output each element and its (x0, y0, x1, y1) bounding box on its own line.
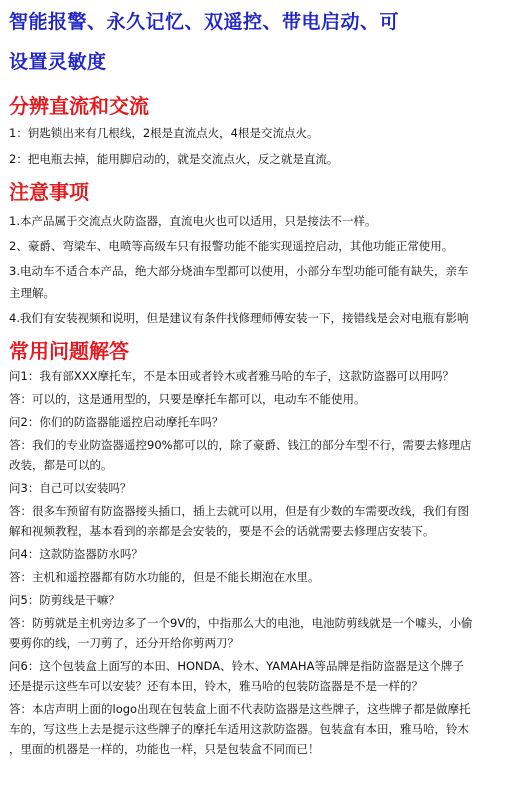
faq-answer-continued: 改装，都是可以的。 (9, 458, 113, 472)
faq-question: 问6：这个包装盒上面写的本田、HONDA、铃木、YAMAHA等品牌是指防盗器是这个牌子 (9, 659, 464, 673)
faq-answer: 答：主机和遥控器都有防水功能的，但是不能长期泡在水里。 (9, 570, 320, 584)
notes-list (9, 212, 506, 327)
faq-answer: 答：很多车预留有防盗器接头插口，插上去就可以用，但是有少数的车需要改线，我们有图 (9, 504, 469, 518)
notes-item-continued: 主理解。 (9, 286, 55, 300)
dc-ac-item: 2：把电瓶去掉，能用脚启动的，就是交流点火，反之就是直流。 (9, 152, 339, 166)
dc-ac-list (9, 124, 506, 168)
faq-answer: 答：可以的，这是通用型的，只要是摩托车都可以，电动车不能使用。 (9, 392, 366, 406)
faq-answer: 答：我们的专业防盗器遥控90%都可以的，除了豪爵、钱江的部分车型不行，需要去修理店 (9, 438, 472, 452)
faq-question: 问2：你们的防盗器能遥控启动摩托车吗？ (9, 415, 224, 429)
feature-title-line-2: 设置灵敏度 (9, 51, 107, 73)
faq-question-continued: 还是提示这些车可以安装？还有本田，铃木，雅马哈的包装防盗器是不是一样的？ (9, 679, 423, 693)
notes-item: 3.电动车不适合本产品，绝大部分烧油车型都可以使用，小部分车型功能可能有缺失，亲车 (9, 264, 469, 278)
faq-list (9, 367, 506, 758)
dc-ac-item: 1：钥匙锁出来有几根线，2根是直流点火，4根是交流点火。 (9, 126, 319, 140)
feature-title-line-1: 智能报警、永久记忆、双遥控、带电启动、可 (9, 11, 400, 33)
faq-answer-continued: 解和视频教程，基本看到的亲都是会安装的，要是不会的话就需要去修理店安装下。 (9, 524, 435, 538)
notes-item: 2、豪爵、弯梁车、电喷等高级车只有报警功能不能实现遥控启动，其他功能正常使用。 (9, 239, 454, 253)
faq-answer-continued: 要剪你的线，一刀剪了，还分开给你剪两刀？ (9, 636, 239, 650)
heading-notes: 注意事项 (9, 180, 89, 204)
notes-item: 1.本产品属于交流点火防盗器，直流电火也可以适用，只是接法不一样。 (9, 214, 377, 228)
faq-answer-continued: 车的，写这些上去是提示这些牌子的摩托车适用这款防盗器。包装盒有本田，雅马哈，铃木 (9, 722, 469, 736)
faq-question: 问1：我有部XXX摩托车，不是本田或者铃木或者雅马哈的车子，这款防盗器可以用吗？ (9, 369, 454, 383)
faq-answer-continued: ，里面的机器是一样的，功能也一样，只是包装盒不同而已！ (9, 742, 320, 756)
faq-question: 问5：防剪线是干嘛？ (9, 593, 120, 607)
faq-question: 问4：这款防盗器防水吗？ (9, 547, 143, 561)
heading-faq: 常用问题解答 (9, 339, 129, 363)
faq-question: 问3：自己可以安装吗？ (9, 481, 132, 495)
faq-answer: 答：防剪就是主机旁边多了一个9V的，中指那么大的电池，电池防剪线就是一个噱头，小偷 (9, 616, 473, 630)
heading-dc-ac: 分辨直流和交流 (9, 94, 149, 118)
faq-answer: 答：本店声明上面的logo出现在包装盒上面不代表防盗器是这些牌子，这些牌子都是做摩托 (9, 702, 471, 716)
notes-item: 4.我们有安装视频和说明，但是建议有条件找修理师傅安装一下，接错线是会对电瓶有影响 (9, 311, 469, 325)
